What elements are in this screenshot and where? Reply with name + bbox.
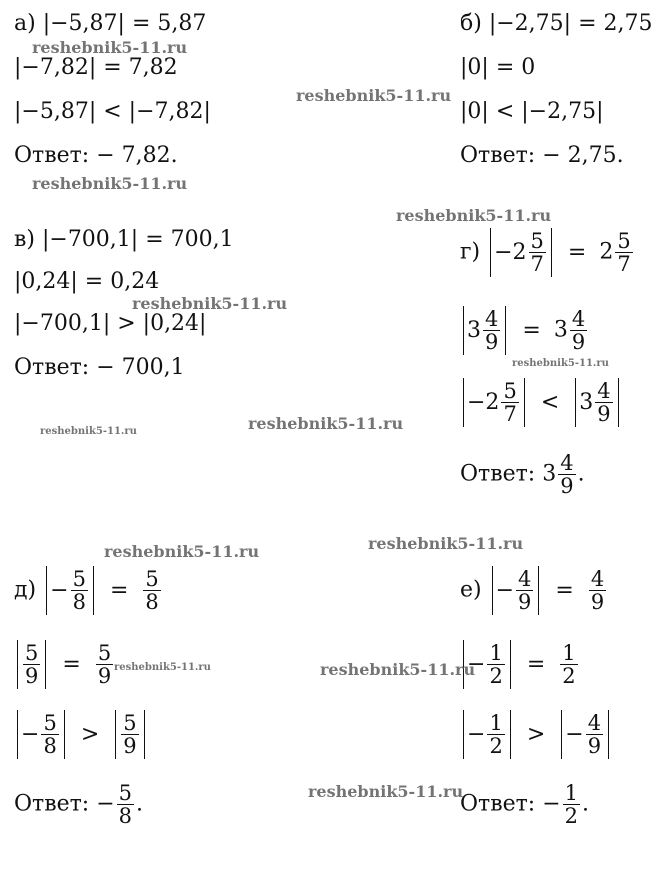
problem-v-line3: |−700,1| > |0,24| [14, 311, 207, 336]
abs-value: −2 $\frac{5}{7}$ [463, 378, 525, 427]
problem-b-line3: |0| < |−2,75| [460, 99, 604, 124]
problem-e-line1: е) − $\frac{4}{9}$ = $\frac{4}{9}$ [460, 567, 605, 614]
problem-b-answer: Ответ: − 2,75. [460, 143, 624, 168]
problem-g-answer: Ответ: 3 $\frac{4}{9}$ . [460, 451, 585, 498]
problem-g-line1: г) −2 $\frac{5}{7}$ = 2 $\frac{5}{7}$ [460, 229, 631, 276]
problem-e-line3: − $\frac{1}{2}$ > − $\frac{4}{9}$ [460, 710, 612, 759]
problem-e-label: е) [460, 577, 482, 603]
abs-value: 3 $\frac{4}{9}$ [575, 378, 618, 427]
fraction: $\frac{5}{9}$ [97, 641, 112, 688]
watermark: reshebnik5-11.ru [32, 38, 188, 57]
abs-value [115, 710, 144, 759]
fraction: $\frac{5}{7}$ [617, 229, 631, 276]
watermark: reshebnik5-11.ru [320, 660, 476, 679]
abs-value: −2 $\frac{5}{7}$ [490, 228, 552, 277]
problem-d-line1: д) − $\frac{5}{8}$ = $\frac{5}{8}$ [14, 567, 159, 614]
watermark: reshebnik5-11.ru [248, 414, 404, 433]
fraction: $\frac{4}{9}$ [587, 711, 602, 758]
abs-value [17, 640, 46, 689]
problem-v-label: в) [14, 227, 35, 252]
fraction: $\frac{4}{9}$ [485, 307, 499, 354]
fraction: $\frac{4}{9}$ [590, 567, 605, 614]
fraction: $\frac{1}{2}$ [489, 711, 503, 758]
abs-value: − $\frac{4}{9}$ [561, 710, 609, 759]
problem-b-label: б) [460, 11, 482, 36]
problem-a-label: а) [14, 11, 36, 36]
fraction: $\frac{4}{9}$ [571, 307, 586, 354]
problem-a-line2: |−7,82| = 7,82 [14, 55, 178, 80]
problem-e-answer: Ответ: − $\frac{1}{2}$ . [460, 781, 589, 828]
problem-a-line3: |−5,87| < |−7,82| [14, 99, 211, 124]
problem-d-label: д) [14, 577, 37, 603]
problem-a-eq1: |−5,87| = 5,87 [42, 11, 207, 36]
watermark: reshebnik5-11.ru [512, 358, 609, 369]
fraction: $\frac{5}{9}$ [25, 641, 39, 688]
fraction: $\frac{1}{2}$ [564, 781, 578, 828]
abs-value: 3 $\frac{4}{9}$ [463, 306, 506, 355]
abs-value: − $\frac{1}{2}$ [463, 710, 511, 759]
abs-value: − $\frac{4}{9}$ [492, 566, 540, 615]
watermark: reshebnik5-11.ru [296, 86, 452, 105]
problem-v-line2: |0,24| = 0,24 [14, 269, 160, 294]
watermark: reshebnik5-11.ru [32, 174, 188, 193]
fraction: $\frac{5}{8}$ [145, 567, 159, 614]
fraction: $\frac{4}{9}$ [597, 379, 611, 426]
fraction: $\frac{4}{9}$ [518, 567, 532, 614]
problem-a-answer: Ответ: − 7,82. [14, 143, 178, 168]
problem-g-line3: −2 $\frac{5}{7}$ < 3 $\frac{4}{9}$ [460, 378, 622, 427]
problem-b-line1 [460, 10, 652, 38]
abs-value: − $\frac{5}{8}$ [17, 710, 65, 759]
problem-v-eq1: |−700,1| = 700,1 [41, 227, 234, 252]
fraction: $\frac{5}{8}$ [43, 711, 57, 758]
fraction: $\frac{1}{2}$ [562, 641, 576, 688]
fraction: $\frac{5}{9}$ [123, 711, 137, 758]
problem-d-line2: $\frac{5}{9}$ = $\frac{5}{9}$ [14, 640, 115, 689]
watermark: reshebnik5-11.ru [104, 542, 260, 561]
fraction: $\frac{1}{2}$ [489, 641, 503, 688]
watermark: reshebnik5-11.ru [114, 662, 211, 673]
problem-d-answer: Ответ: − $\frac{5}{8}$ . [14, 781, 143, 828]
problem-d-line3: − $\frac{5}{8}$ > $\frac{5}{9}$ [14, 710, 148, 759]
fraction: $\frac{4}{9}$ [560, 451, 574, 498]
abs-value: − $\frac{1}{2}$ [463, 640, 511, 689]
watermark: reshebnik5-11.ru [368, 534, 524, 553]
fraction: $\frac{5}{7}$ [503, 379, 517, 426]
problem-b-line2: |0| = 0 [460, 55, 536, 80]
watermark: reshebnik5-11.ru [40, 426, 137, 437]
problem-b-eq1: |−2,75| = 2,75 [488, 11, 653, 36]
fraction: $\frac{5}{7}$ [530, 229, 544, 276]
problem-g-label: г) [460, 239, 481, 265]
abs-value: − $\frac{5}{8}$ [46, 566, 94, 615]
watermark: reshebnik5-11.ru [132, 294, 288, 313]
problem-a-line1 [14, 10, 206, 38]
fraction: $\frac{5}{8}$ [118, 781, 132, 828]
watermark: reshebnik5-11.ru [308, 782, 464, 801]
problem-e-line2: − $\frac{1}{2}$ = $\frac{1}{2}$ [460, 640, 580, 689]
watermark: reshebnik5-11.ru [396, 206, 552, 225]
fraction: $\frac{5}{8}$ [72, 567, 86, 614]
problem-g-line2: 3 $\frac{4}{9}$ = 3 $\frac{4}{9}$ [460, 306, 589, 355]
problem-v-answer: Ответ: − 700,1 [14, 355, 185, 380]
problem-v-line1 [14, 226, 234, 254]
